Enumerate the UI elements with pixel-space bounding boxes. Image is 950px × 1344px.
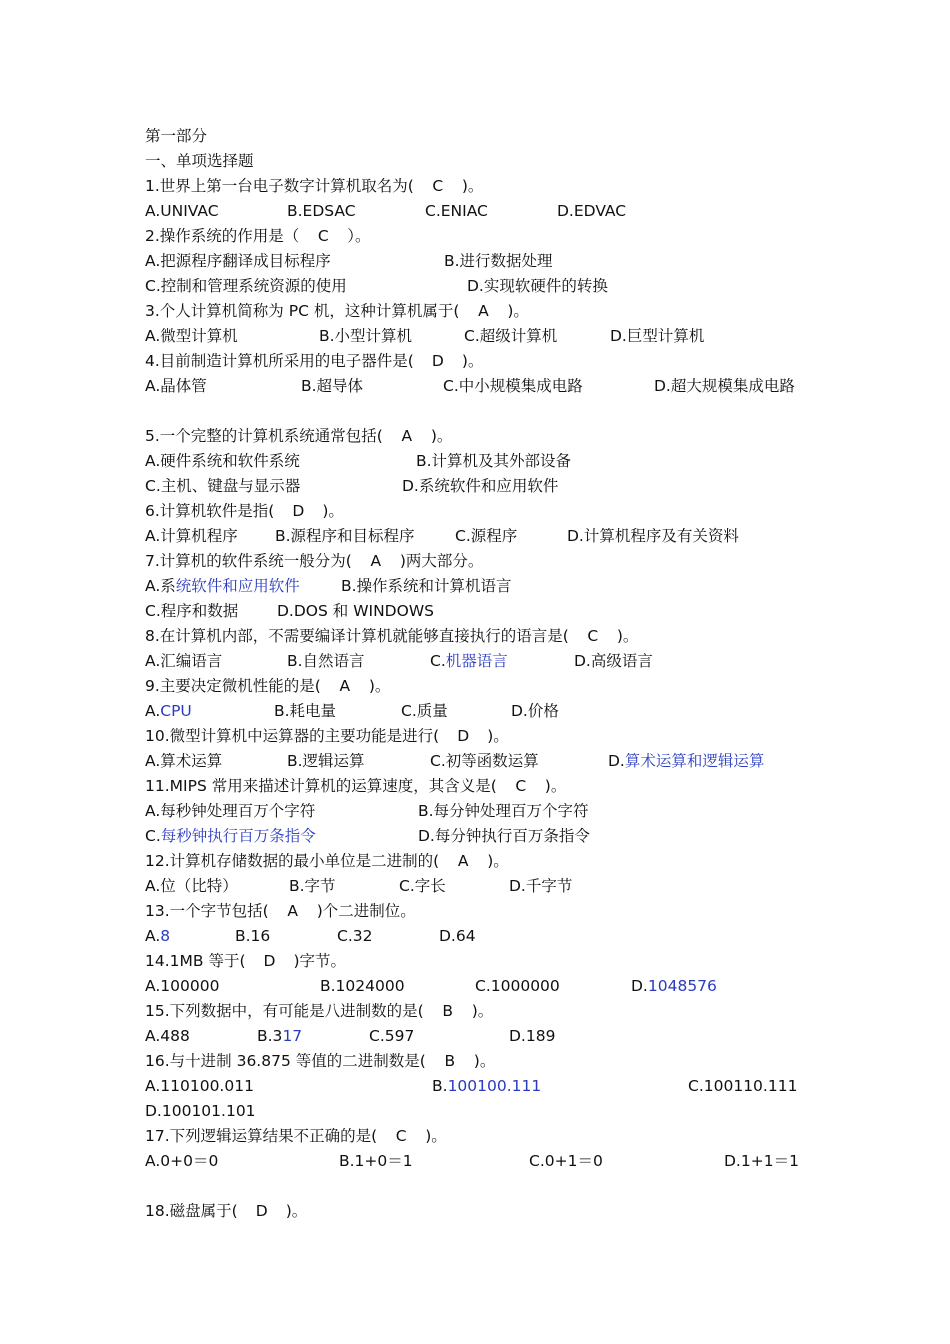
- option: B.16: [235, 927, 271, 945]
- option: B.耗电量: [274, 702, 337, 720]
- answer: A: [370, 552, 382, 570]
- answer: C: [587, 627, 599, 645]
- option: A.硬件系统和软件系统: [145, 452, 300, 470]
- question-10: 10.微型计算机中运算器的主要功能是进行( D )。: [145, 724, 509, 748]
- option: D.高级语言: [574, 652, 653, 670]
- answer: D: [457, 727, 470, 745]
- option: D.计算机程序及有关资料: [567, 527, 739, 545]
- option: A.把源程序翻译成目标程序: [145, 252, 331, 270]
- option: D.巨型计算机: [610, 327, 705, 345]
- question-3: 3.个人计算机简称为 PC 机，这种计算机属于( A )。: [145, 299, 529, 323]
- option: D.64: [439, 927, 476, 945]
- question-5: 5.一个完整的计算机系统通常包括( A )。: [145, 424, 452, 448]
- option: D.189: [509, 1027, 556, 1045]
- section-heading: 一、单项选择题: [145, 152, 254, 170]
- option: B.1+0＝1: [339, 1152, 413, 1170]
- option: A.110100.011: [145, 1077, 254, 1095]
- question-17: 17.下列逻辑运算结果不正确的是( C )。: [145, 1124, 447, 1148]
- question-9: 9.主要决定微机性能的是( A )。: [145, 674, 390, 698]
- answer: A: [287, 902, 298, 920]
- option: D.每分钟执行百万条指令: [418, 827, 590, 845]
- option: D.价格: [511, 702, 559, 720]
- option: A.488: [145, 1027, 190, 1045]
- option: A.0+0＝0: [145, 1152, 219, 1170]
- option: A.系统软件和应用软件: [145, 577, 300, 595]
- option: D.1+1＝1: [724, 1152, 799, 1170]
- option: C.1000000: [475, 977, 560, 995]
- question-1: 1.世界上第一台电子数字计算机取名为( C )。: [145, 174, 483, 198]
- option: C.初等函数运算: [430, 752, 539, 770]
- question-12: 12.计算机存储数据的最小单位是二进制的( A )。: [145, 849, 509, 873]
- option: A.位（比特）: [145, 877, 238, 895]
- option: C.控制和管理系统资源的使用: [145, 277, 347, 295]
- option: C.ENIAC: [425, 202, 488, 220]
- option: C.程序和数据: [145, 602, 239, 620]
- option: D.超大规模集成电路: [654, 377, 795, 395]
- option: A.UNIVAC: [145, 202, 219, 220]
- option: A.CPU: [145, 702, 192, 720]
- option: D.千字节: [509, 877, 573, 895]
- option: A.汇编语言: [145, 652, 223, 670]
- question-8: 8.在计算机内部，不需要编译计算机就能够直接执行的语言是( C )。: [145, 624, 638, 648]
- option: B.源程序和目标程序: [275, 527, 415, 545]
- option: C.100110.111: [688, 1077, 798, 1095]
- option: A.晶体管: [145, 377, 207, 395]
- option: C.字长: [399, 877, 446, 895]
- answer: A: [478, 302, 489, 320]
- option: B.字节: [289, 877, 336, 895]
- option: B.每分钟处理百万个字符: [418, 802, 589, 820]
- option: B.超导体: [301, 377, 364, 395]
- option: B.100100.111: [432, 1077, 542, 1095]
- option: B.EDSAC: [287, 202, 356, 220]
- question-4: 4.目前制造计算机所采用的电子器件是( D )。: [145, 349, 483, 373]
- question-2: 2.操作系统的作用是（ C ）。: [145, 224, 371, 248]
- answer: A: [339, 677, 351, 695]
- option: D.系统软件和应用软件: [402, 477, 559, 495]
- answer: C: [395, 1127, 407, 1145]
- question-14: 14.1MB 等于( D )字节。: [145, 949, 346, 973]
- answer: A: [457, 852, 469, 870]
- answer: A: [401, 427, 413, 445]
- option: D.EDVAC: [557, 202, 627, 220]
- option: C.主机、键盘与显示器: [145, 477, 301, 495]
- option: A.100000: [145, 977, 220, 995]
- question-16: 16.与十进制 36.875 等值的二进制数是( B )。: [145, 1049, 495, 1073]
- answer: D: [263, 952, 276, 970]
- option: A.计算机程序: [145, 527, 238, 545]
- answer: C: [317, 227, 329, 245]
- answer: D: [255, 1202, 268, 1220]
- option: B.操作系统和计算机语言: [341, 577, 512, 595]
- option: D.算术运算和逻辑运算: [608, 752, 765, 770]
- option: A.每秒钟处理百万个字符: [145, 802, 316, 820]
- question-15: 15.下列数据中，有可能是八进制数的是( B )。: [145, 999, 493, 1023]
- question-18: 18.磁盘属于( D )。: [145, 1199, 307, 1223]
- option: B.317: [257, 1027, 303, 1045]
- option: C.0+1＝0: [529, 1152, 603, 1170]
- part-heading: 第一部分: [145, 127, 208, 145]
- option: C.中小规模集成电路: [443, 377, 583, 395]
- option: D.100101.101: [145, 1102, 256, 1120]
- question-11: 11.MIPS 常用来描述计算机的运算速度，其含义是( C )。: [145, 774, 566, 798]
- answer: D: [431, 352, 444, 370]
- answer: B: [444, 1052, 456, 1070]
- option: D.DOS 和 WINDOWS: [277, 602, 434, 620]
- answer: D: [292, 502, 305, 520]
- option: C.超级计算机: [464, 327, 558, 345]
- option: B.逻辑运算: [287, 752, 365, 770]
- option: C.每秒钟执行百万条指令: [145, 827, 316, 845]
- option: C.597: [369, 1027, 415, 1045]
- option: B.1024000: [320, 977, 405, 995]
- option: B.自然语言: [287, 652, 365, 670]
- option: B.进行数据处理: [444, 252, 553, 270]
- option: B.小型计算机: [319, 327, 413, 345]
- answer: B: [442, 1002, 454, 1020]
- question-13: 13.一个字节包括( A )个二进制位。: [145, 899, 416, 923]
- option: D.实现软硬件的转换: [467, 277, 608, 295]
- option: C.32: [337, 927, 373, 945]
- answer: C: [432, 177, 444, 195]
- answer: C: [515, 777, 527, 795]
- option: A.8: [145, 927, 171, 945]
- option: A.算术运算: [145, 752, 223, 770]
- question-7: 7.计算机的软件系统一般分为( A )两大部分。: [145, 549, 483, 573]
- option: C.机器语言: [430, 652, 508, 670]
- option: C.质量: [401, 702, 448, 720]
- option: D.1048576: [631, 977, 717, 995]
- option: C.源程序: [455, 527, 518, 545]
- question-6: 6.计算机软件是指( D )。: [145, 499, 344, 523]
- option: B.计算机及其外部设备: [416, 452, 572, 470]
- option: A.微型计算机: [145, 327, 238, 345]
